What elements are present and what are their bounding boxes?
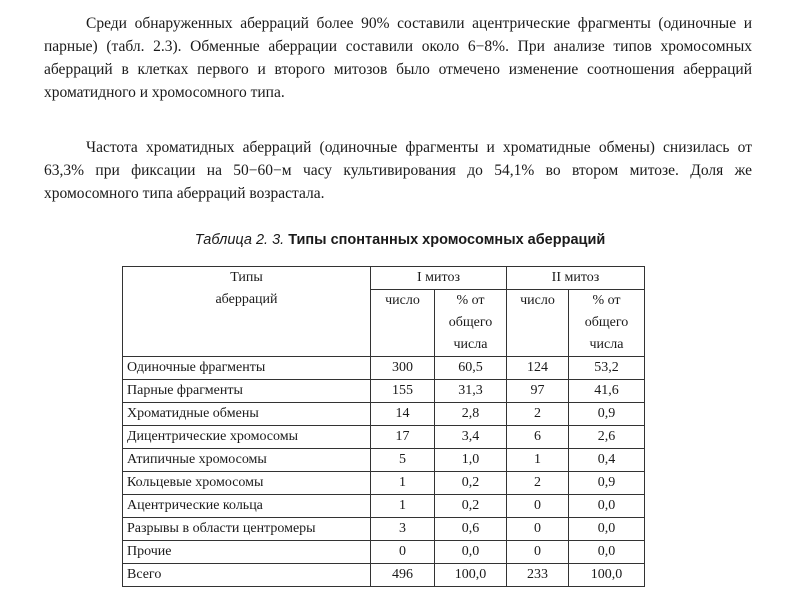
row-m1-percent: 0,0 xyxy=(435,541,507,564)
row-name: Кольцевые хромосомы xyxy=(123,472,371,495)
header-m1-percent: % от общего числа xyxy=(435,290,507,357)
row-m2-count: 0 xyxy=(507,495,569,518)
row-m1-percent: 31,3 xyxy=(435,380,507,403)
row-m1-count: 1 xyxy=(371,472,435,495)
table-caption-title: Типы спонтанных хромосомных аберраций xyxy=(288,232,606,248)
paragraph-2: Частота хроматидных аберраций (одиночные фрагменты и хроматидные обмены) снизилась от 63,3% при фиксации на 50−60−м часу культивирования до 54,1% во втором митозе. Доля же хромосомного типа аберраций возрастала. xyxy=(44,139,752,202)
row-m2-percent: 0,4 xyxy=(569,449,645,472)
table-row xyxy=(123,380,645,403)
row-m1-count: 14 xyxy=(371,403,435,426)
row-m2-count: 97 xyxy=(507,380,569,403)
row-m1-count: 496 xyxy=(371,564,435,587)
row-m2-percent: 0,0 xyxy=(569,541,645,564)
row-m2-percent: 53,2 xyxy=(569,357,645,380)
header-aberration-type xyxy=(123,267,371,357)
row-m2-count: 6 xyxy=(507,426,569,449)
row-m1-count: 155 xyxy=(371,380,435,403)
row-name: Атипичные хромосомы xyxy=(123,449,371,472)
table-row xyxy=(123,403,645,426)
row-m2-count: 2 xyxy=(507,403,569,426)
paragraph-1: Среди обнаруженных аберраций более 90% составили ацентрические фрагменты (одиночные и парные) (табл. 2.3). Обменные аберрации составили около 6−8%. При анализе типов хромосомных аберраций в клетках первого и второго митозов было отмечено изменение соотношения аберраций хроматидного и хромосомного типа. xyxy=(44,15,752,101)
header-type-line1: Типы xyxy=(230,270,263,285)
table-row xyxy=(123,449,645,472)
table-caption-label: Таблица 2. 3. xyxy=(194,232,285,248)
row-name: Всего xyxy=(123,564,371,587)
table-row xyxy=(123,357,645,380)
row-name: Одиночные фрагменты xyxy=(123,357,371,380)
row-m2-percent: 0,0 xyxy=(569,495,645,518)
header-m1-count: число xyxy=(371,290,435,357)
header-type-line2: аберраций xyxy=(215,292,278,307)
row-m2-percent: 0,9 xyxy=(569,403,645,426)
row-m2-count: 0 xyxy=(507,541,569,564)
table-row xyxy=(123,518,645,541)
row-m2-percent: 41,6 xyxy=(569,380,645,403)
row-m2-count: 0 xyxy=(507,518,569,541)
row-m2-percent: 2,6 xyxy=(569,426,645,449)
row-m1-percent: 2,8 xyxy=(435,403,507,426)
row-m2-percent: 0,9 xyxy=(569,472,645,495)
row-m2-count: 124 xyxy=(507,357,569,380)
table-row xyxy=(123,472,645,495)
row-m2-count: 2 xyxy=(507,472,569,495)
table-row xyxy=(123,426,645,449)
table-row xyxy=(123,564,645,587)
row-m1-percent: 0,2 xyxy=(435,472,507,495)
row-m1-percent: 3,4 xyxy=(435,426,507,449)
row-m2-count: 1 xyxy=(507,449,569,472)
row-name: Парные фрагменты xyxy=(123,380,371,403)
row-m2-percent: 100,0 xyxy=(569,564,645,587)
header-m2-count: число xyxy=(507,290,569,357)
row-m1-count: 1 xyxy=(371,495,435,518)
row-name: Ацентрические кольца xyxy=(123,495,371,518)
row-m2-percent: 0,0 xyxy=(569,518,645,541)
aberrations-table xyxy=(122,266,645,587)
row-name: Хроматидные обмены xyxy=(123,403,371,426)
row-m1-count: 17 xyxy=(371,426,435,449)
table-row xyxy=(123,541,645,564)
header-m2-percent: % от общего числа xyxy=(569,290,645,357)
row-m1-percent: 100,0 xyxy=(435,564,507,587)
row-m1-percent: 1,0 xyxy=(435,449,507,472)
header-mitosis-1: I митоз xyxy=(371,267,507,290)
row-m1-count: 300 xyxy=(371,357,435,380)
row-m1-percent: 0,2 xyxy=(435,495,507,518)
row-name: Разрывы в области центромеры xyxy=(123,518,371,541)
row-m1-percent: 60,5 xyxy=(435,357,507,380)
row-name: Прочие xyxy=(123,541,371,564)
row-m1-count: 0 xyxy=(371,541,435,564)
table-caption xyxy=(0,232,800,248)
table-row xyxy=(123,495,645,518)
row-m1-count: 3 xyxy=(371,518,435,541)
table-body xyxy=(123,357,645,587)
row-m1-percent: 0,6 xyxy=(435,518,507,541)
row-name: Дицентрические хромосомы xyxy=(123,426,371,449)
header-mitosis-2: II митоз xyxy=(507,267,645,290)
row-m2-count: 233 xyxy=(507,564,569,587)
row-m1-count: 5 xyxy=(371,449,435,472)
